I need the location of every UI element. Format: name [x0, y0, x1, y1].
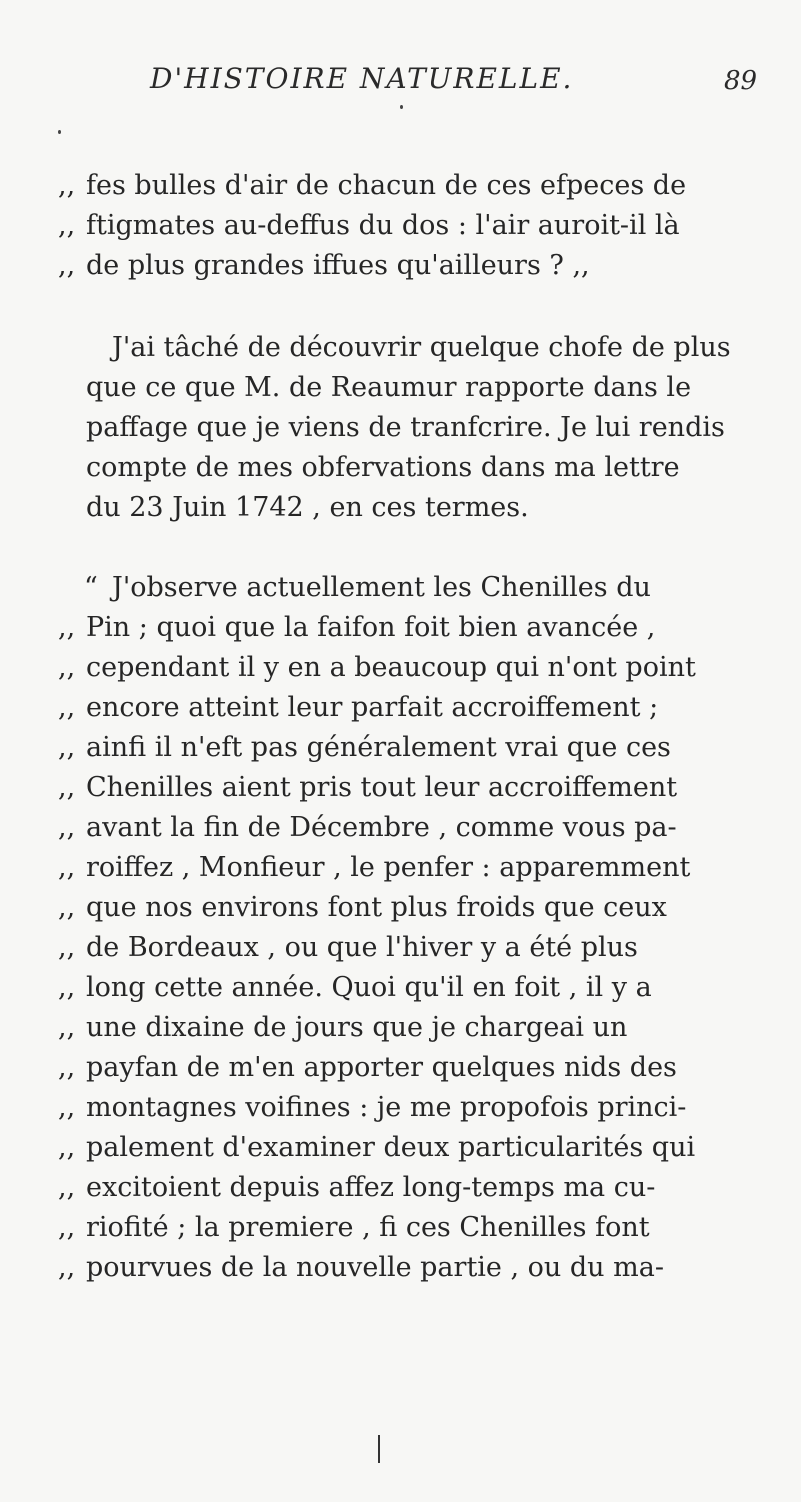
quote-mark: ,, — [58, 1092, 76, 1123]
line-text: encore atteint leur parfait accroiffement ; — [86, 692, 659, 723]
line-text: de Bordeaux , ou que l'hiver y a été plus — [86, 932, 638, 963]
line-text: cependant il y en a beaucoup qui n'ont point — [86, 652, 696, 683]
line-text: que ce que M. de Reaumur rapporte dans le — [86, 372, 692, 403]
line-text: ftigmates au-deffus du dos : l'air auroit-il là — [86, 210, 680, 241]
text-line — [58, 1048, 758, 1088]
text-line — [58, 608, 758, 648]
quote-mark: ,, — [58, 812, 76, 843]
text-line — [86, 368, 786, 408]
text-line — [58, 648, 758, 688]
line-text: montagnes voifines : je me propofois princi- — [86, 1092, 687, 1123]
text-line — [86, 448, 786, 488]
text-line — [58, 968, 758, 1008]
line-text: payfan de m'en apporter quelques nids des — [86, 1052, 677, 1083]
text-line — [58, 1168, 758, 1208]
text-line — [58, 688, 758, 728]
quote-mark: ,, — [58, 1012, 76, 1043]
line-text: roiffez , Monfieur , le penfer : apparemment — [86, 852, 691, 883]
text-line — [58, 246, 758, 286]
text-line — [58, 166, 758, 206]
line-text: paffage que je viens de tranfcrire. Je lui rendis — [86, 412, 725, 443]
line-text: Pin ; quoi que la faifon foit bien avancée , — [86, 612, 656, 643]
text-line — [86, 488, 786, 528]
text-line — [58, 1008, 758, 1048]
text-line — [86, 408, 786, 448]
quote-mark: ,, — [58, 210, 76, 241]
text-line — [58, 768, 758, 808]
ink-mark — [378, 1435, 380, 1463]
line-text: du 23 Juin 1742 , en ces termes. — [86, 492, 529, 523]
line-text: que nos environs font plus froids que ceux — [86, 892, 667, 923]
line-text: ainfi il n'eft pas généralement vrai que ces — [86, 732, 671, 763]
text-line — [58, 1088, 758, 1128]
line-text: excitoient depuis affez long-temps ma cu- — [86, 1172, 656, 1203]
running-title: D'HISTOIRE NATURELLE. — [150, 62, 574, 95]
quote-mark: ,, — [58, 1052, 76, 1083]
text-line — [58, 1248, 758, 1288]
quote-mark: ,, — [58, 972, 76, 1003]
text-line — [58, 928, 758, 968]
quote-mark: ,, — [58, 732, 76, 763]
text-line — [84, 568, 784, 608]
quote-mark: ,, — [58, 652, 76, 683]
text-line — [58, 1208, 758, 1248]
text-line — [58, 888, 758, 928]
line-text: J'observe actuellement les Chenilles du — [112, 572, 651, 603]
quote-mark: ,, — [58, 932, 76, 963]
line-text: une dixaine de jours que je chargeai un — [86, 1012, 628, 1043]
quote-mark: ,, — [58, 250, 76, 281]
text-line — [112, 328, 801, 368]
line-text: de plus grandes iffues qu'ailleurs ? ,, — [86, 250, 590, 281]
text-line — [58, 206, 758, 246]
ink-speck — [400, 105, 403, 109]
quote-mark: ,, — [58, 692, 76, 723]
ink-speck — [58, 130, 61, 134]
line-text: palement d'examiner deux particularités qui — [86, 1132, 696, 1163]
quote-mark: ,, — [58, 1212, 76, 1243]
quote-mark: ,, — [58, 852, 76, 883]
line-text: compte de mes obfervations dans ma lettre — [86, 452, 680, 483]
quote-mark: ,, — [58, 612, 76, 643]
line-text: avant la fin de Décembre , comme vous pa- — [86, 812, 677, 843]
text-line — [58, 1128, 758, 1168]
text-line — [58, 848, 758, 888]
text-line — [58, 808, 758, 848]
quote-mark: “ — [84, 572, 98, 603]
line-text: J'ai tâché de découvrir quelque chofe de plus — [112, 332, 731, 363]
page-number: 89 — [724, 66, 758, 96]
text-line — [58, 728, 758, 768]
quote-mark: ,, — [58, 1132, 76, 1163]
line-text: riofité ; la premiere , fi ces Chenilles font — [86, 1212, 650, 1243]
quote-mark: ,, — [58, 1252, 76, 1283]
quote-mark: ,, — [58, 772, 76, 803]
line-text: pourvues de la nouvelle partie , ou du ma- — [86, 1252, 664, 1283]
line-text: Chenilles aient pris tout leur accroiffement — [86, 772, 678, 803]
quote-mark: ,, — [58, 170, 76, 201]
line-text: long cette année. Quoi qu'il en foit , il y a — [86, 972, 652, 1003]
quote-mark: ,, — [58, 892, 76, 923]
line-text: fes bulles d'air de chacun de ces efpeces de — [86, 170, 687, 201]
quote-mark: ,, — [58, 1172, 76, 1203]
